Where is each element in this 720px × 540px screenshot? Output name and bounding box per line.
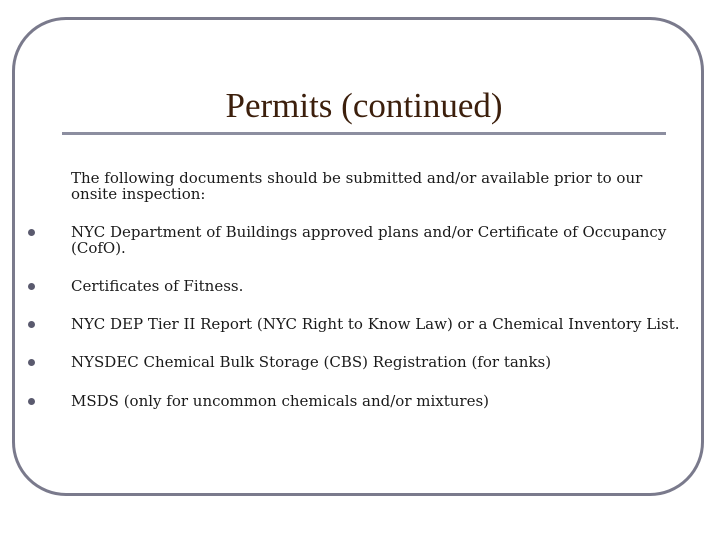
intro-text: The following documents should be submitted and/or available prior to our onsite inspection: [71,169,643,203]
bullet-text: NYC DEP Tier II Report (NYC Right to Know Law) or a Chemical Inventory List. [71,315,680,333]
bullet-icon [28,359,35,366]
bullet-text: NYSDEC Chemical Bulk Storage (CBS) Registration (for tanks) [71,353,552,371]
bullet-icon [28,398,35,405]
bullet-text: NYC Department of Buildings approved plans and/or Certificate of Occupancy (CofO). [71,223,667,257]
bullet-text: MSDS (only for uncommon chemicals and/or mixtures) [71,392,490,410]
bullet-text: Certificates of Fitness. [71,277,244,295]
title-divider [62,132,666,135]
slide-title: Permits (continued) [225,86,503,125]
bullet-icon [28,283,35,290]
bullet-icon [28,321,35,328]
bullet-icon [28,229,35,236]
